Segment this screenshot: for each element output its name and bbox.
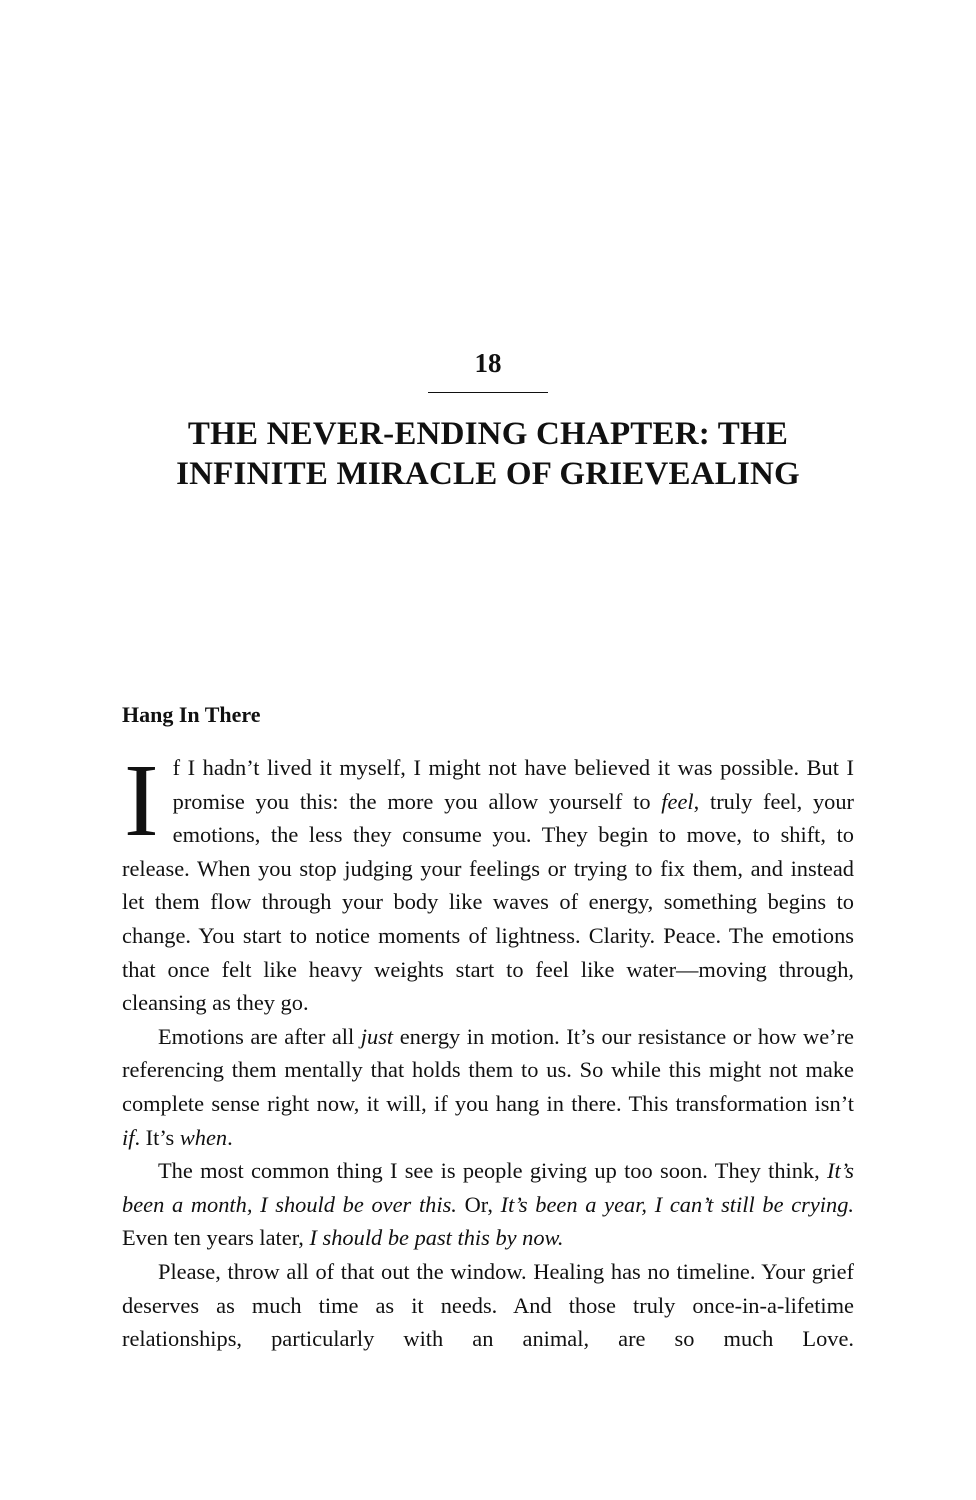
paragraph-2-emphasis-3: when [179, 1124, 228, 1150]
drop-cap: I [124, 743, 159, 858]
chapter-title-line-1: THE NEVER-ENDING CHAPTER: THE [187, 416, 789, 452]
paragraph-2-emphasis-1: just [360, 1023, 394, 1049]
paragraph-2-text-d: . [227, 1124, 233, 1150]
paragraph-3-text-a: The most common thing I see is people giving up too soon. They think, [158, 1158, 828, 1184]
paragraph-2-text-b: energy in motion. It’s our resistance or how we’re referencing them mentally that holds them to us. So while this might not make complete sense right now, it will, if you hang in there. This transformation isn’t [122, 1023, 854, 1116]
paragraph-3-emphasis-2: It’s been a year, I can’t still be crying. [500, 1191, 854, 1217]
paragraph-1-emphasis: feel [661, 788, 694, 814]
chapter-title [100, 414, 876, 494]
body-text [122, 743, 854, 1356]
section-heading: Hang In There [122, 702, 261, 727]
paragraph-3-emphasis-3: I should be past this by now. [309, 1225, 564, 1251]
paragraph-1 [122, 743, 854, 1020]
chapter-number: 18 [474, 348, 502, 378]
paragraph-2-emphasis-2: if [122, 1124, 135, 1150]
paragraph-2-text-c: . It’s [134, 1124, 180, 1150]
paragraph-4-text: Please, throw all of that out the window. Healing has no timeline. Your grief deserves as much time as it needs. And those truly once-in-a-lifetime relationships, particularly with an animal, are so much Love. [122, 1258, 854, 1352]
paragraph-4 [122, 1255, 854, 1356]
paragraph-3-text-b: Or, [456, 1191, 501, 1217]
paragraph-3-text-c: Even ten years later, [122, 1225, 310, 1251]
chapter-divider [428, 392, 548, 393]
paragraph-2-text-a: Emotions are after all [158, 1023, 361, 1049]
paragraph-2 [122, 1020, 854, 1154]
chapter-title-line-2: INFINITE MIRACLE OF GRIEVEALING [176, 456, 800, 492]
paragraph-1-text-a: f I hadn’t lived it myself, I might not have believed it was possible. But I promise you this: the more you allow yourself to [172, 755, 854, 814]
paragraph-3 [122, 1154, 854, 1255]
paragraph-3-emphasis-1: It’s been a month, I should be over this. [122, 1158, 854, 1217]
paragraph-1-text-b: , truly feel, your emotions, the less they consume you. They begin to move, to shift, to release. When you stop judging your feelings or trying to fix them, and instead let them flow through your body like waves of energy, something begins to change. You start to notice moments of lightness. Clarity. Peace. The emotions that once felt like heavy weights start to feel like water—moving through, cleansing as they go. [122, 788, 854, 1016]
